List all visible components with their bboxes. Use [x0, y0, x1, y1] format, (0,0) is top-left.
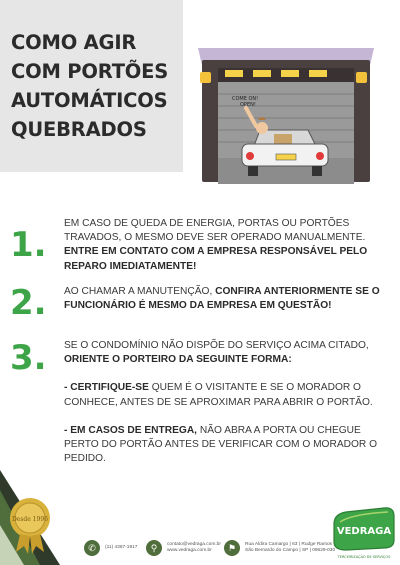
step-paragraph: AO CHAMAR A MANUTENÇÃO, [64, 286, 216, 297]
title-line: AUTOMÁTICOS [11, 89, 168, 112]
title-line: COMO AGIR [11, 31, 137, 54]
step-paragraph-bold: CONFIRA ANTERIORMENTE SE O FUNCIONÁRIO É MESMO DA EMPRESA EM QUESTÃO! [64, 286, 380, 312]
step-text [64, 285, 394, 313]
lamp-icon [200, 72, 211, 83]
title-line: COM PORTÕES [11, 60, 169, 83]
step-text [64, 217, 394, 274]
vedraga-logo [334, 508, 394, 559]
seal-text: Desde 1996 [11, 516, 49, 523]
step-paragraph-bold: ENTRE EM CONTATO COM A EMPRESA RESPONSÁVEL PELO REPARO IMEDIATAMENTE! [64, 246, 368, 272]
brand-name: VEDRAGA [336, 526, 392, 537]
location-pin-icon: ⚑ [224, 540, 240, 556]
page-title [11, 28, 181, 144]
step-paragraph [64, 424, 394, 467]
step-number: 3. [10, 338, 47, 378]
step-paragraph [64, 381, 394, 409]
site-text[interactable]: www.vedraga.com.br [167, 548, 212, 553]
step-text [64, 339, 394, 466]
speech-text: OPEN! [240, 102, 256, 108]
broken-gate-illustration [196, 46, 376, 186]
step-paragraph-text: QUEM É O VISITANTE E SE O MORADOR O CONHECE, ANTES DE SE APROXIMAR PARA ABRIR O PORTÃO. [64, 382, 373, 408]
step-paragraph-text: NÃO ABRA A PORTA OU CHEGUE PERTO DO PORTÃO ANTES DE VERIFICAR COM O MORADOR O PEDIDO. [64, 424, 378, 465]
search-icon: ⚲ [146, 540, 162, 556]
step-paragraph-bold: - EM CASOS DE ENTREGA, [64, 424, 198, 436]
step-number: 1. [10, 225, 47, 265]
step-paragraph-bold: - CERTIFIQUE-SE [64, 382, 149, 394]
phone-text: (11) 4367-1917 [105, 545, 138, 550]
address-line: São Bernardo do Campo | SP | 09629-030 [245, 548, 336, 553]
contact-address [224, 537, 335, 559]
step-paragraph-text: SE O CONDOMÍNIO NÃO DISPÕE DO SERVIÇO ACIMA CITADO, [64, 340, 369, 351]
step-paragraph [64, 339, 394, 367]
speech-text: COME ON! [232, 96, 259, 102]
lamp-icon [356, 72, 367, 83]
step-number: 2. [10, 283, 47, 323]
phone-icon: ✆ [84, 540, 100, 556]
step-paragraph: EM CASO DE QUEDA DE ENERGIA, PORTAS OU PORTÕES TRAVADOS, O MESMO DEVE SER OPERADO MANUALMENTE. [64, 218, 366, 244]
box-icon [274, 134, 292, 144]
brand-tagline: TERCEIRIZAÇÃO DE SERVIÇOS [337, 555, 391, 559]
title-line: QUEBRADOS [11, 118, 147, 141]
contact-phone[interactable] [84, 537, 137, 559]
contact-web[interactable] [146, 537, 221, 559]
address-line: Rua Aldira Camargo | 63 | Rudge Ramos [245, 542, 333, 547]
email-text[interactable]: contato@vedraga.com.br [167, 542, 221, 547]
step-paragraph-bold: ORIENTE O PORTEIRO DA SEGUINTE FORMA: [64, 354, 292, 366]
title-panel [0, 0, 183, 172]
